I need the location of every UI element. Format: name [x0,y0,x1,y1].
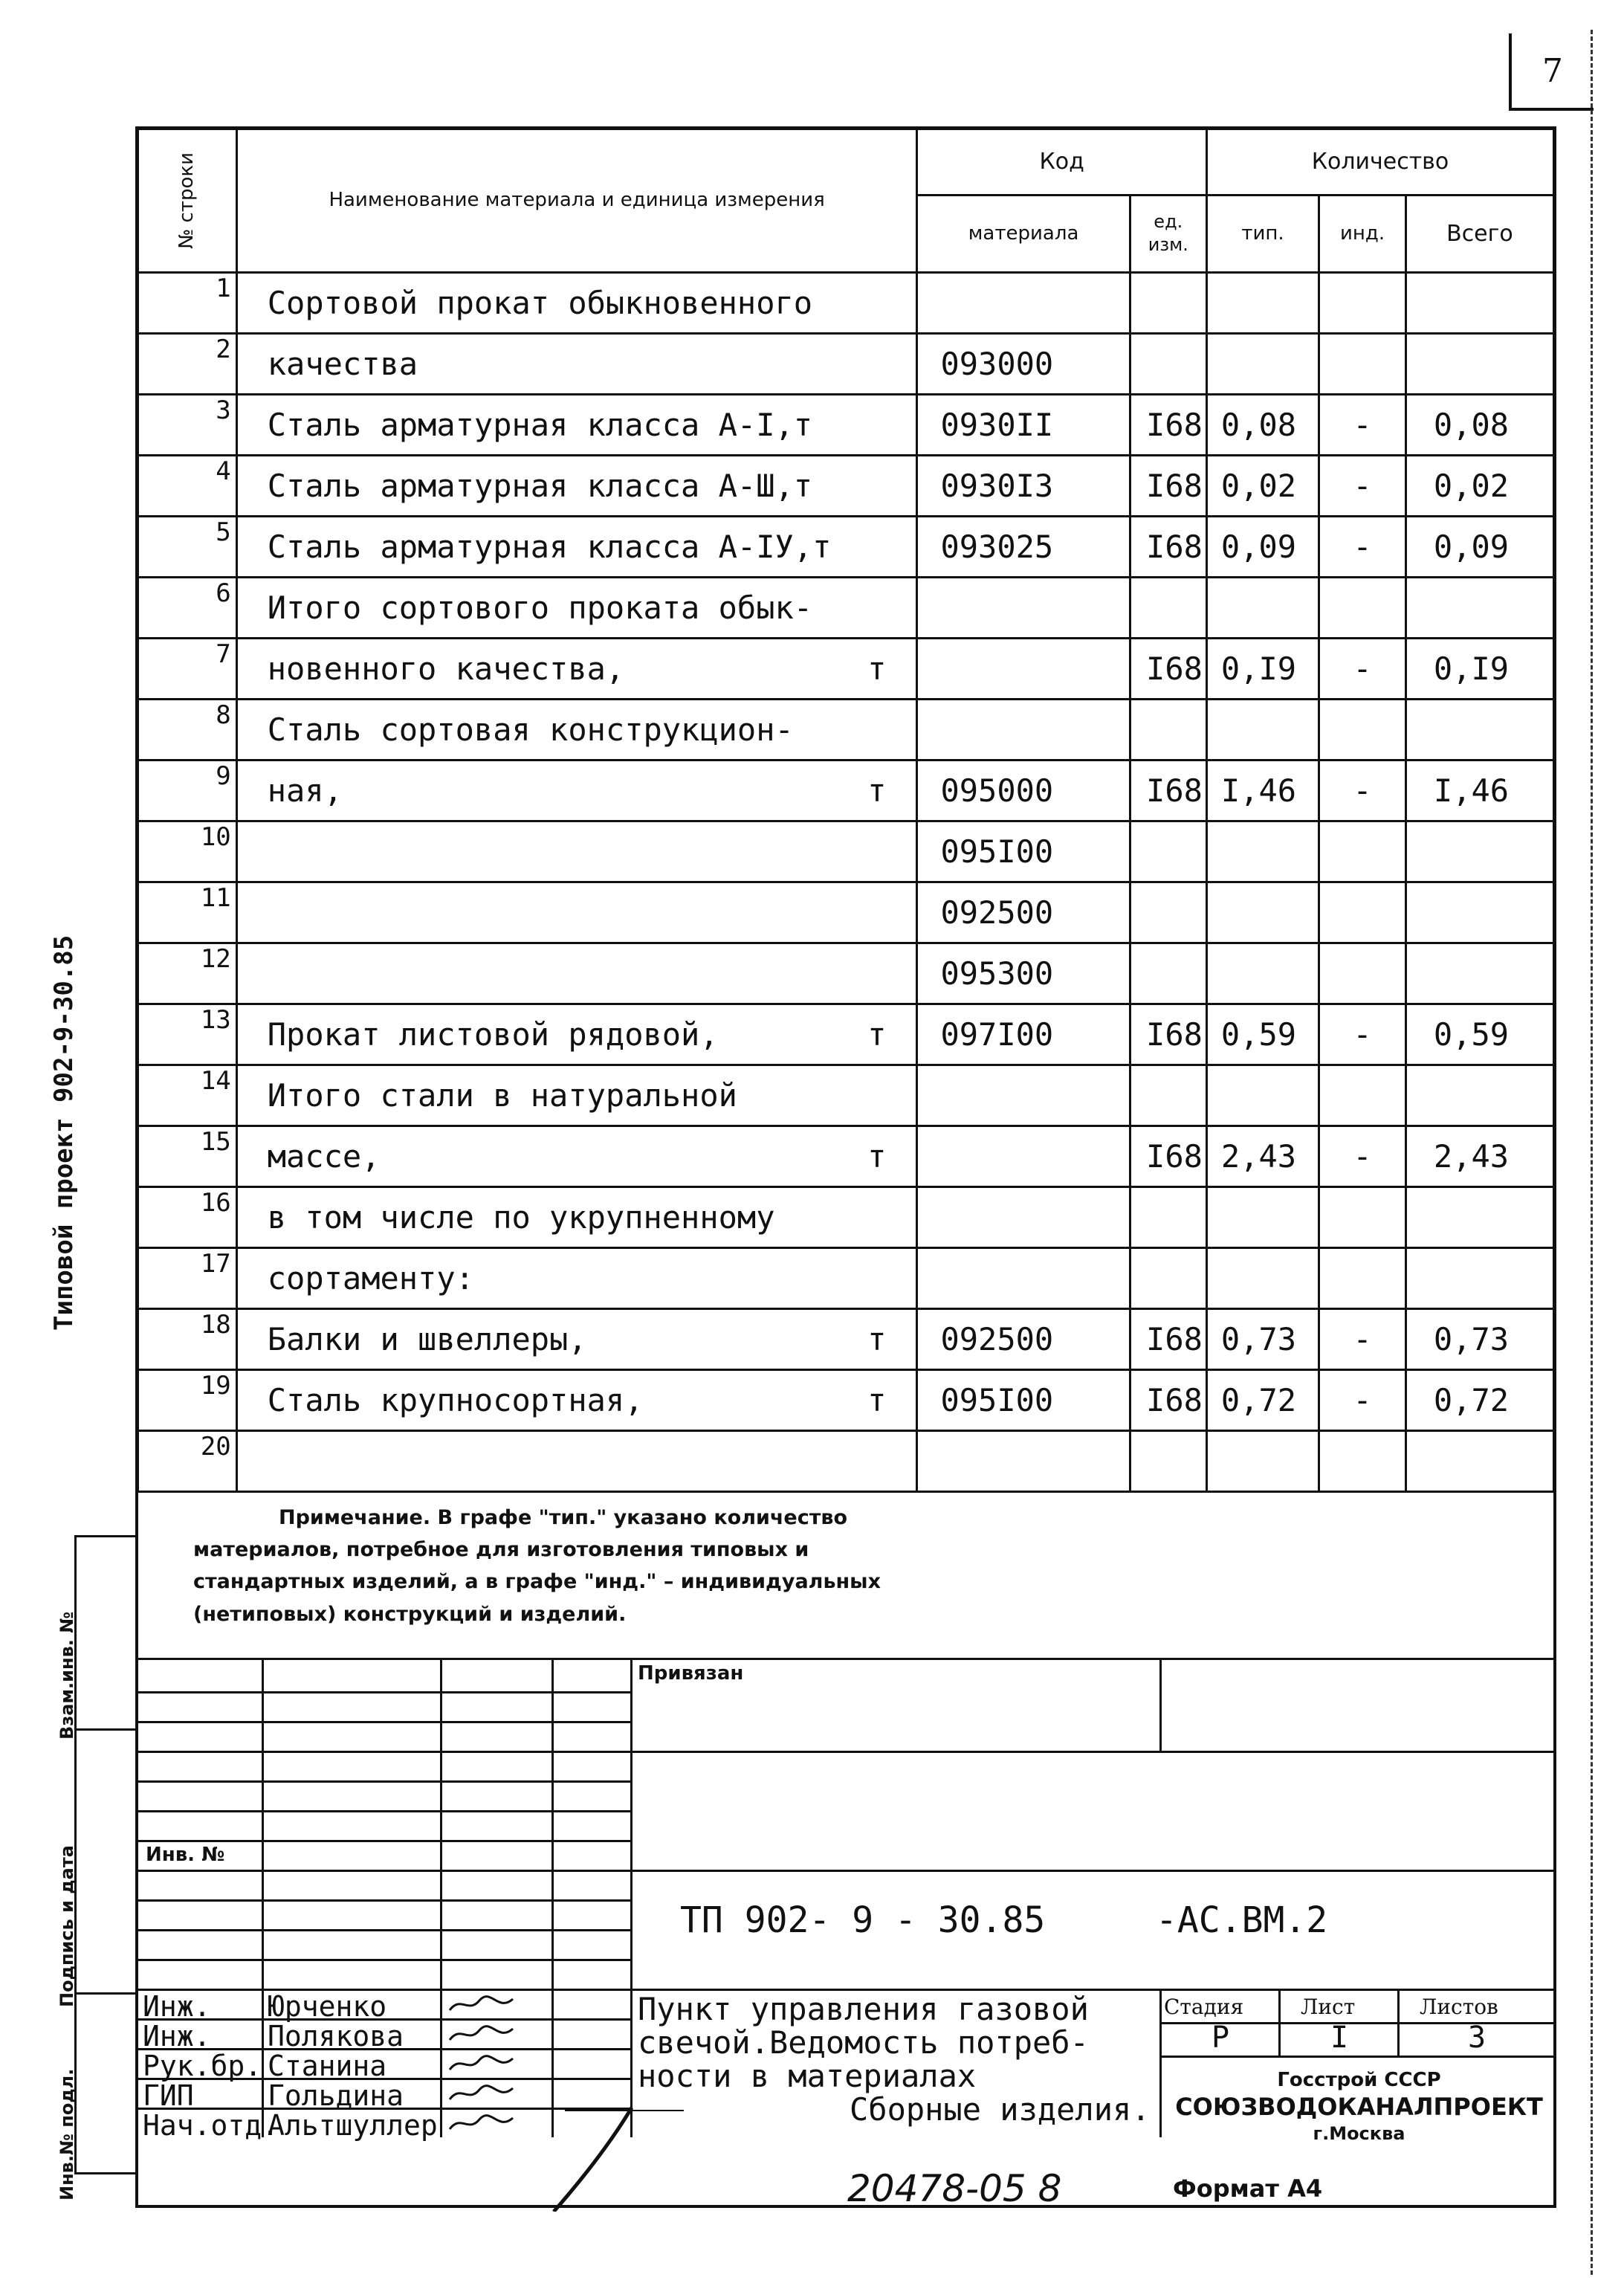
table-row [138,1370,1554,1431]
table-row [138,273,1554,334]
header-qty-typ: тип. [1206,195,1319,272]
material-name [236,821,917,882]
material-name: Сталь арматурная класса А-I,т [236,395,917,456]
material-code: 093000 [917,334,1130,395]
row-number: 13 [138,1004,237,1065]
row-number: 15 [138,1126,237,1187]
material-name: в том числе по укрупненному [236,1187,917,1248]
material-code: 095I00 [917,1370,1130,1431]
margin-stamp [74,1535,137,2174]
unit-code [1130,1431,1206,1492]
material-code: 092500 [917,1309,1130,1370]
table-row [138,639,1554,700]
table-row [138,943,1554,1004]
unit-code [1130,1065,1206,1126]
role-label: Инж. [143,2020,211,2053]
qty-typ: 0,59 [1206,1004,1319,1065]
unit-code [1130,700,1206,761]
signature-icon [446,2081,517,2108]
qty-total: 0,72 [1405,1370,1553,1431]
qty-ind [1319,1248,1406,1309]
unit-code [1130,882,1206,943]
side-inv-podl: Инв.№ подл. [56,2068,77,2200]
material-code: 093025 [917,517,1130,578]
row-number: 7 [138,639,237,700]
unit-code: I68 [1130,1309,1206,1370]
person-name: Полякова [268,2020,404,2053]
note [193,1502,1048,1630]
material-name: массе, т [236,1126,917,1187]
qty-total [1405,578,1553,639]
material-name: Сталь арматурная класса А-IУ,т [236,517,917,578]
material-name: Сортовой прокат обыкновенного [236,273,917,334]
qty-typ [1206,882,1319,943]
row-number: 3 [138,395,237,456]
materials-table [137,128,1555,1493]
material-code: 0930II [917,395,1130,456]
material-code [917,1431,1130,1492]
table-row [138,1126,1554,1187]
header-code: Код [917,129,1206,196]
unit-code [1130,943,1206,1004]
unit-code [1130,578,1206,639]
trim-line [1591,30,1593,2275]
qty-total [1405,882,1553,943]
material-name [236,943,917,1004]
material-code: 097I00 [917,1004,1130,1065]
row-number: 2 [138,334,237,395]
note-line-3: стандартных изделий, а в графе "инд." – индивидуальных [193,1570,881,1594]
table-row [138,578,1554,639]
table-row [138,821,1554,882]
unit-code: I68 [1130,639,1206,700]
qty-total: 0,59 [1405,1004,1553,1065]
qty-total [1405,1431,1553,1492]
note-line-2: материалов, потребное для изготовления типовых и [193,1538,809,1562]
sheet-label: Лист [1301,1995,1356,2019]
table-row [138,882,1554,943]
material-name: Сталь арматурная класса А-Ш,т [236,456,917,517]
qty-total [1405,334,1553,395]
qty-ind [1319,273,1406,334]
row-number: 18 [138,1309,237,1370]
material-name [236,882,917,943]
qty-typ: 0,73 [1206,1309,1319,1370]
side-podpis-data: Подпись и дата [56,1845,77,2007]
row-number: 1 [138,273,237,334]
qty-ind: - [1319,639,1406,700]
qty-ind [1319,821,1406,882]
qty-total [1405,273,1553,334]
material-name: Сталь сортовая конструкцион- [236,700,917,761]
qty-typ [1206,1187,1319,1248]
header-quantity: Количество [1206,129,1553,196]
unit-code: I68 [1130,1004,1206,1065]
person-name: Юрченко [268,1990,387,2023]
material-code: 0930I3 [917,456,1130,517]
organization: Госстрой СССР СОЮЗВОДОКАНАЛПРОЕКТ г.Москва [1175,2069,1543,2144]
qty-total [1405,1065,1553,1126]
role-label: Нач.отд. [143,2109,279,2142]
qty-typ: 0,02 [1206,456,1319,517]
person-name: Гольдина [268,2079,404,2112]
material-name: Балки и швеллеры, т [236,1309,917,1370]
person-name: Станина [268,2050,387,2082]
side-typical-project: Типовой проект 902-9-30.85 [49,934,79,1331]
signature-scribble-icon [550,2100,639,2212]
signature-icon [446,2021,517,2048]
material-code: 092500 [917,882,1130,943]
qty-typ: 0,09 [1206,517,1319,578]
signature-icon [446,2111,517,2137]
row-number: 11 [138,882,237,943]
material-name: сортаменту: [236,1248,917,1309]
qty-ind [1319,578,1406,639]
document-title: Пункт управления газовой свечой.Ведомость потреб- ности в материалах Сборные изделия. [638,1991,1151,2128]
material-code [917,639,1130,700]
sheets-label: Листов [1420,1995,1498,2019]
unit-code: I68 [1130,395,1206,456]
qty-ind [1319,1187,1406,1248]
material-name: новенного качества, т [236,639,917,700]
table-row [138,395,1554,456]
table-row [138,1431,1554,1492]
unit-code [1130,334,1206,395]
privyazan-label: Привязан [638,1662,744,1685]
qty-typ [1206,1431,1319,1492]
role-label: Инж. [143,1990,211,2023]
qty-ind: - [1319,517,1406,578]
qty-total: 0,08 [1405,395,1553,456]
qty-total [1405,1248,1553,1309]
table-row [138,761,1554,821]
qty-typ [1206,334,1319,395]
separator-dash [565,2110,684,2111]
note-line-4: (нетиповых) конструкций и изделий. [193,1602,627,1626]
table-row [138,334,1554,395]
qty-total: I,46 [1405,761,1553,821]
qty-total: 2,43 [1405,1126,1553,1187]
qty-ind [1319,334,1406,395]
unit-code: I68 [1130,761,1206,821]
header-row-no: № строки [138,129,237,273]
material-code: 095I00 [917,821,1130,882]
unit-code [1130,1248,1206,1309]
handwritten-archive-code: 20478-05 8 [847,2167,1062,2210]
row-number: 17 [138,1248,237,1309]
side-vzam-inv: Взам.инв. № [56,1611,77,1740]
unit-code [1130,273,1206,334]
unit-code: I68 [1130,517,1206,578]
header-code-unit: ед. изм. [1130,195,1206,272]
table-row [138,1065,1554,1126]
person-name: Альтшуллер [268,2109,438,2142]
qty-total: 0,09 [1405,517,1553,578]
table-row [138,456,1554,517]
qty-ind: - [1319,1126,1406,1187]
qty-typ [1206,1065,1319,1126]
qty-typ [1206,1248,1319,1309]
material-name [236,1431,917,1492]
row-number: 16 [138,1187,237,1248]
signature-icon [446,2051,517,2078]
header-name: Наименование материала и единица измерения [236,129,917,273]
sheets-value: 3 [1468,2021,1486,2055]
unit-code: I68 [1130,1126,1206,1187]
unit-code [1130,1187,1206,1248]
material-name: качества [236,334,917,395]
inv-no-label: Инв. № [146,1844,225,1866]
qty-ind: - [1319,456,1406,517]
role-label: Рук.бр. [143,2050,262,2082]
unit-code [1130,821,1206,882]
qty-ind [1319,943,1406,1004]
table-row [138,1187,1554,1248]
unit-code: I68 [1130,1370,1206,1431]
row-number: 9 [138,761,237,821]
row-number: 10 [138,821,237,882]
signature-icon [446,1992,517,2018]
stage-value: Р [1211,2021,1230,2055]
material-code [917,700,1130,761]
material-name: Прокат листовой рядовой, т [236,1004,917,1065]
qty-ind [1319,700,1406,761]
material-code [917,578,1130,639]
header-code-material: материала [917,195,1130,272]
qty-typ: 0,08 [1206,395,1319,456]
material-code [917,1065,1130,1126]
sheet-number: 7 [1509,33,1594,111]
material-code [917,1248,1130,1309]
unit-code: I68 [1130,456,1206,517]
qty-total: 0,73 [1405,1309,1553,1370]
qty-typ [1206,821,1319,882]
qty-total: 0,I9 [1405,639,1553,700]
qty-total [1405,1187,1553,1248]
qty-ind: - [1319,1309,1406,1370]
qty-typ: 0,72 [1206,1370,1319,1431]
row-number: 6 [138,578,237,639]
row-number: 8 [138,700,237,761]
material-name: Итого стали в натуральной [236,1065,917,1126]
sheet-value: I [1330,2021,1349,2055]
material-name: ная, т [236,761,917,821]
material-code [917,273,1130,334]
row-number: 12 [138,943,237,1004]
qty-total: 0,02 [1405,456,1553,517]
qty-total [1405,821,1553,882]
qty-typ [1206,700,1319,761]
table-row [138,700,1554,761]
note-line-1: Примечание. В графе "тип." указано количество [279,1506,848,1529]
doc-suffix: -АС.ВМ.2 [1156,1899,1328,1941]
qty-ind: - [1319,1004,1406,1065]
material-name: Сталь крупносортная, т [236,1370,917,1431]
stage-label: Стадия [1164,1995,1244,2019]
row-number: 5 [138,517,237,578]
material-code [917,1187,1130,1248]
qty-ind [1319,882,1406,943]
qty-ind [1319,1431,1406,1492]
role-label: ГИП [143,2079,194,2112]
qty-typ [1206,943,1319,1004]
qty-typ [1206,273,1319,334]
table-row [138,517,1554,578]
row-number: 20 [138,1431,237,1492]
qty-ind: - [1319,761,1406,821]
header-qty-ind: инд. [1319,195,1406,272]
material-name: Итого сортового проката обык- [236,578,917,639]
doc-code: ТП 902- 9 - 30.85 [680,1899,1046,1941]
header-qty-total: Всего [1405,195,1553,272]
table-row [138,1248,1554,1309]
material-code: 095300 [917,943,1130,1004]
row-number: 14 [138,1065,237,1126]
qty-typ: 2,43 [1206,1126,1319,1187]
row-number: 19 [138,1370,237,1431]
row-number: 4 [138,456,237,517]
qty-ind: - [1319,1370,1406,1431]
qty-total [1405,943,1553,1004]
qty-typ [1206,578,1319,639]
table-row [138,1004,1554,1065]
qty-typ: I,46 [1206,761,1319,821]
qty-total [1405,700,1553,761]
material-code: 095000 [917,761,1130,821]
qty-typ: 0,I9 [1206,639,1319,700]
qty-ind: - [1319,395,1406,456]
material-code [917,1126,1130,1187]
qty-ind [1319,1065,1406,1126]
format-label: Формат А4 [1173,2174,1323,2203]
table-row [138,1309,1554,1370]
